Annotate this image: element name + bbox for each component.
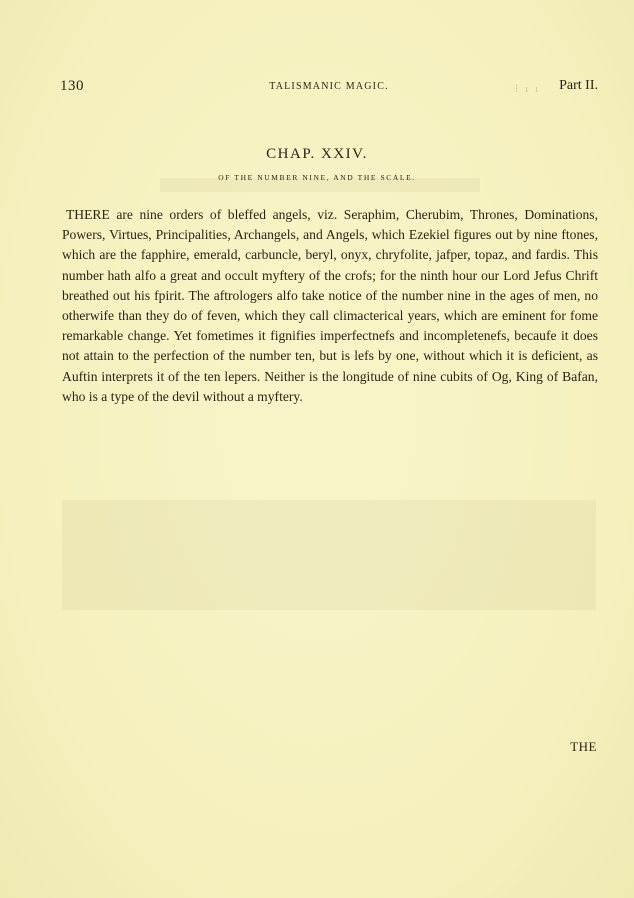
part-label: Part II. — [559, 78, 598, 93]
show-through-shadow-bottom — [62, 500, 596, 610]
catchword: THE — [570, 739, 597, 754]
show-through-smudge: ⁝ ı ı — [514, 83, 540, 95]
page-number: 130 — [60, 78, 84, 94]
chapter-subtitle: OF THE NUMBER NINE, AND THE SCALE. — [218, 173, 416, 182]
body-paragraph: THERE are nine orders of bleffed angels, viz. Seraphim, Cherubim, Thrones, Dominations, Powers, Virtues, Principalities, Archangels, and Angels, which Ezekiel figures out by nine ftones, which are the fapphire, emerald, carbuncle, beryl, onyx, chryfolite, jafper, topaz, and fardis. This number hath alfo a great and occult myftery of the crofs; for the ninth hour our Lord Jefus Chrift breathed out his fpirit. The aftrologers alfo take notice of the number nine in the ages of men, no otherwife than they do of feven, which they call climacterical years, which are eminent for fome remarkable change. Yet fometimes it fignifies imperfectnefs and incompletenefs, becaufe it does not attain to the perfection of the number ten, but is lefs by one, without which it is deficient, as Auftin interprets it of the ten lepers. Neither is the longitude of nine cubits of Og, King of Bafan, who is a type of the devil without a myftery. — [62, 207, 598, 404]
running-title: TALISMANIC MAGIC. — [269, 81, 389, 92]
chapter-title: CHAP. XXIV. — [266, 146, 368, 162]
running-header — [60, 78, 598, 98]
